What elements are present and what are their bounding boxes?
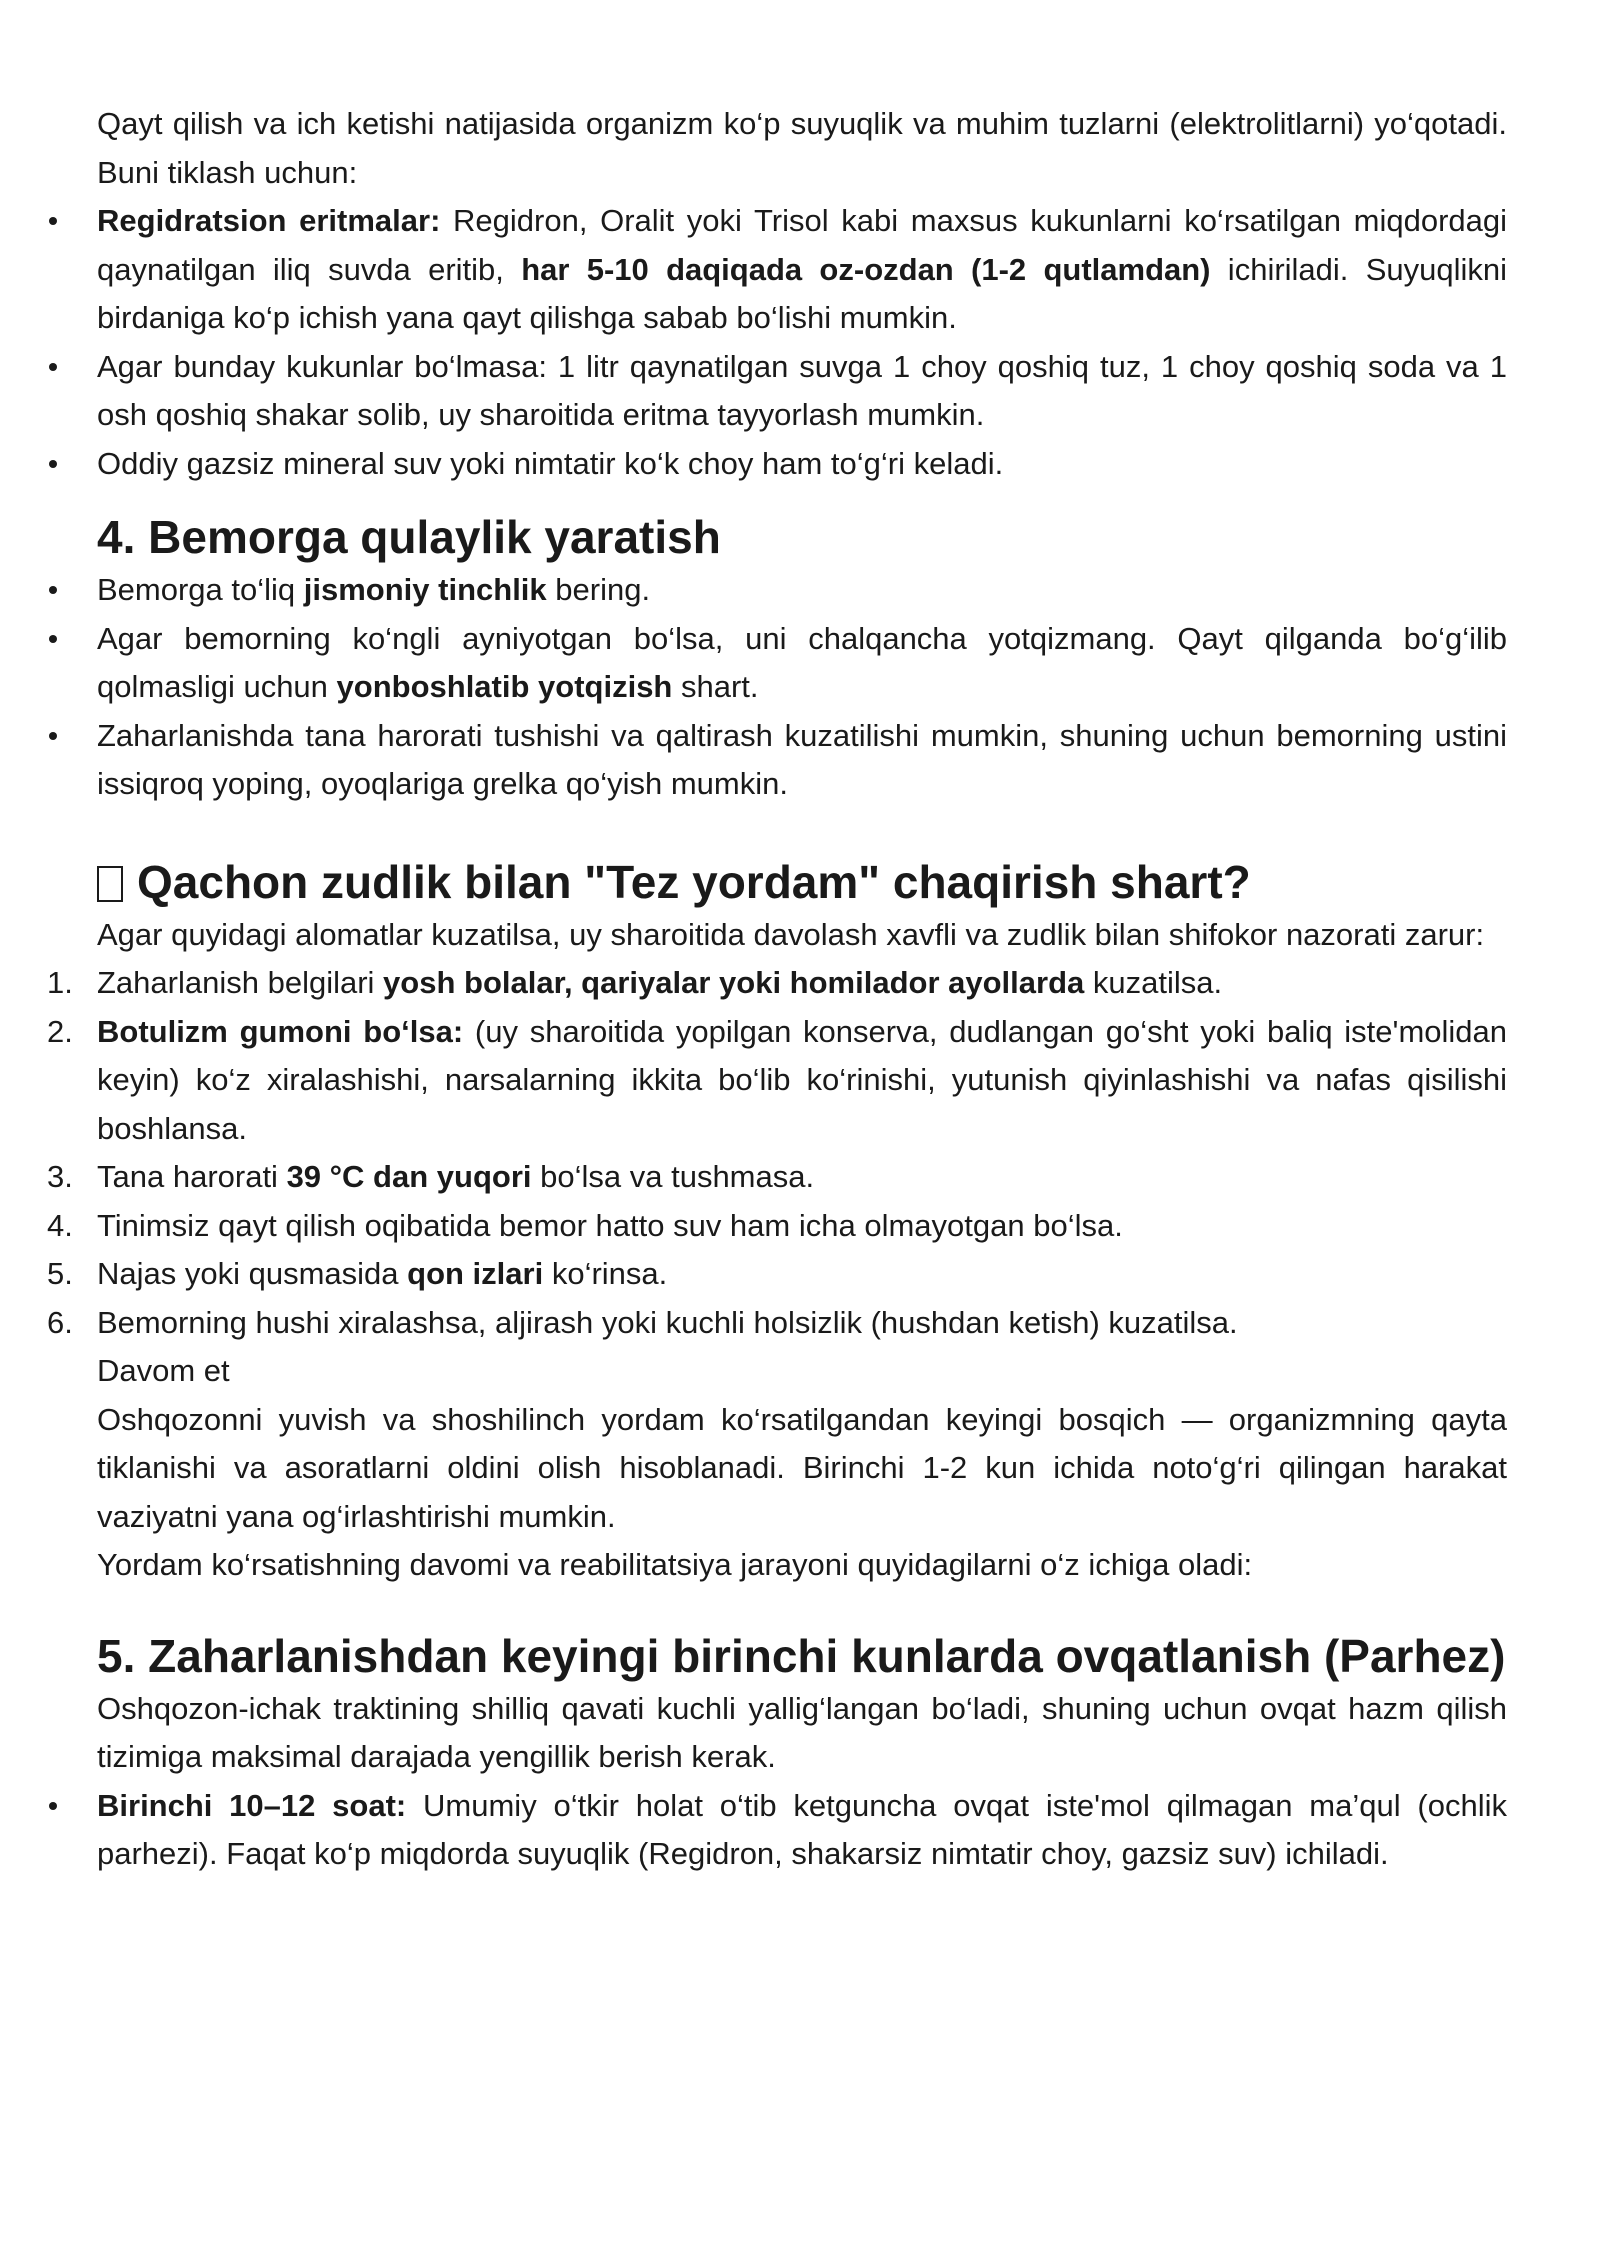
section-5-list (97, 1782, 1507, 1879)
item-text: Zaharlanish belgilari (97, 965, 384, 1000)
item-text: Regidron, Oralit yoki Trisol kabi maxsus kukunlarni ko‘rsatilgan miqdordagi qaynatilgan iliq suvda eritib, (97, 203, 1507, 287)
bullet-icon (49, 460, 57, 468)
bullet-icon (49, 363, 57, 371)
rehydration-list (97, 197, 1507, 488)
list-item (47, 1153, 1507, 1202)
list-item (97, 566, 1507, 615)
bold-text: jismoniy tinchlik (303, 572, 547, 607)
item-text: bering. (546, 572, 651, 607)
list-number: 4. (47, 1207, 73, 1243)
bullet-icon (49, 732, 57, 740)
intro-paragraph: Qayt qilish va ich ketishi natijasida organizm ko‘p suyuqlik va muhim tuzlarni (elektrolitlarni) yo‘qotadi. Buni tiklash uchun: (97, 106, 1507, 190)
emergency-heading-text: Qachon zudlik bilan "Tez yordam" chaqirish shart? (137, 855, 1251, 908)
item-text: Oddiy gazsiz mineral suv yoki nimtatir ko‘k choy ham to‘g‘ri keladi. (97, 445, 1004, 481)
section-4-heading: 4. Bemorga qulaylik yaratish (97, 511, 721, 563)
list-item (97, 343, 1507, 440)
missing-glyph-box-icon (97, 866, 123, 902)
list-item (47, 959, 1507, 1008)
document-content (47, 100, 1508, 1879)
bullet-icon (49, 635, 57, 643)
list-number: 5. (47, 1256, 73, 1291)
list-item (47, 1250, 1507, 1299)
item-text: Bemorga to‘liq (97, 572, 304, 607)
item-text: kuzatilsa. (1084, 965, 1223, 1000)
item-text: Najas yoki qusmasida (97, 1256, 408, 1291)
item-text: Agar bunday kukunlar bo‘lmasa: 1 litr qaynatilgan suvga 1 choy qoshiq tuz, 1 choy qoshiq soda va 1 osh qoshiq shakar solib, uy sharoitida eritma tayyorlash mumkin. (97, 348, 1507, 432)
continue-text: Davom et (97, 1353, 230, 1388)
list-number: 6. (47, 1304, 73, 1340)
list-item (97, 197, 1507, 343)
item-text: Zaharlanishda tana harorati tushishi va qaltirash kuzatilishi mumkin, shuning uchun bemorning ustini issiqroq yoping, oyoqlariga grelka qo‘yish mumkin. (97, 717, 1507, 801)
list-item (97, 1782, 1507, 1879)
item-text: Tana harorati (97, 1159, 287, 1194)
item-text: ko‘rinsa. (543, 1256, 668, 1291)
bullet-icon (49, 1802, 57, 1810)
bullet-icon (49, 217, 57, 225)
emergency-heading (97, 855, 1507, 908)
bold-text: yosh bolalar, qariyalar yoki homilador ayollarda (383, 965, 1085, 1000)
section-4-list (97, 566, 1507, 809)
bold-text: har 5-10 daqiqada oz-ozdan (1-2 qutlamdan) (521, 251, 1211, 287)
item-text: Tinimsiz qayt qilish oqibatida bemor hatto suv ham icha olmayotgan bo‘lsa. (97, 1207, 1123, 1243)
item-text: Bemorning hushi xiralashsa, aljirash yoki kuchli holsizlik (hushdan ketish) kuzatilsa. (97, 1304, 1238, 1340)
item-text: shart. (672, 669, 759, 704)
list-item (47, 1008, 1508, 1154)
item-text: (uy sharoitida yopilgan konserva, dudlangan go‘sht yoki baliq iste'molidan keyin) ko‘z xiralashishi, narsalarning ikkita bo‘lib ko‘rinishi, yutunish qiyinlashishi va nafas qisilishi boshlansa. (97, 1013, 1508, 1146)
list-item (47, 1202, 1507, 1251)
bold-text: Birinchi 10–12 soat: (97, 1787, 407, 1823)
list-item (97, 440, 1507, 489)
list-number: 2. (47, 1013, 73, 1049)
bold-text: Botulizm gumoni bo‘lsa: (97, 1013, 464, 1049)
item-text: ichiriladi. Suyuqlikni birdaniga ko‘p ichish yana qayt qilishga sabab bo‘lishi mumkin. (97, 251, 1508, 335)
list-item (97, 615, 1507, 712)
emergency-intro: Agar quyidagi alomatlar kuzatilsa, uy sharoitida davolash xavfli va zudlik bilan shifokor nazorati zarur: (97, 916, 1485, 952)
item-text: Umumiy o‘tkir holat o‘tib ketguncha ovqat iste'mol qilmagan ma’qul (ochlik parhezi). Faqat ko‘p miqdorda suyuqlik (Regidron, shakarsiz nimtatir choy, gazsiz suv) ichiladi. (97, 1787, 1507, 1871)
bold-text: qon izlari (407, 1256, 544, 1291)
bold-text: yonboshlatib yotqizish (336, 669, 673, 704)
bold-text: 39 °C dan yuqori (286, 1159, 532, 1194)
continuation-paragraph: Yordam ko‘rsatishning davomi va reabilitatsiya jarayoni quyidagilarni o‘z ichiga oladi: (97, 1547, 1253, 1582)
bold-text: Regidratsion eritmalar: (97, 203, 441, 238)
emergency-list (47, 959, 1508, 1396)
list-number: 3. (47, 1159, 73, 1194)
section-5-heading: 5. Zaharlanishdan keyingi birinchi kunlarda ovqatlanish (Parhez) (97, 1629, 1506, 1682)
continuation-paragraph: Oshqozonni yuvish va shoshilinch yordam ko‘rsatilgandan keyingi bosqich — organizmning qayta tiklanishi va asoratlarni oldini olish hisoblanadi. Birinchi 1-2 kun ichida noto‘g‘ri qilingan harakat vaziyatni yana og‘irlashtirishi mumkin. (97, 1401, 1507, 1534)
list-item (97, 712, 1507, 809)
list-item (47, 1299, 1507, 1396)
item-text: bo‘lsa va tushmasa. (531, 1159, 815, 1194)
section-5-intro: Oshqozon-ichak traktining shilliq qavati kuchli yallig‘langan bo‘ladi, shuning uchun ovqat hazm qilish tizimiga maksimal darajada yengillik berish kerak. (97, 1690, 1507, 1774)
bullet-icon (49, 586, 57, 594)
item-text: Agar bemorning ko‘ngli ayniyotgan bo‘lsa, uni chalqancha yotqizmang. Qayt qilganda bo‘g‘ilib qolmasligi uchun (97, 620, 1507, 704)
list-number: 1. (47, 965, 73, 1000)
